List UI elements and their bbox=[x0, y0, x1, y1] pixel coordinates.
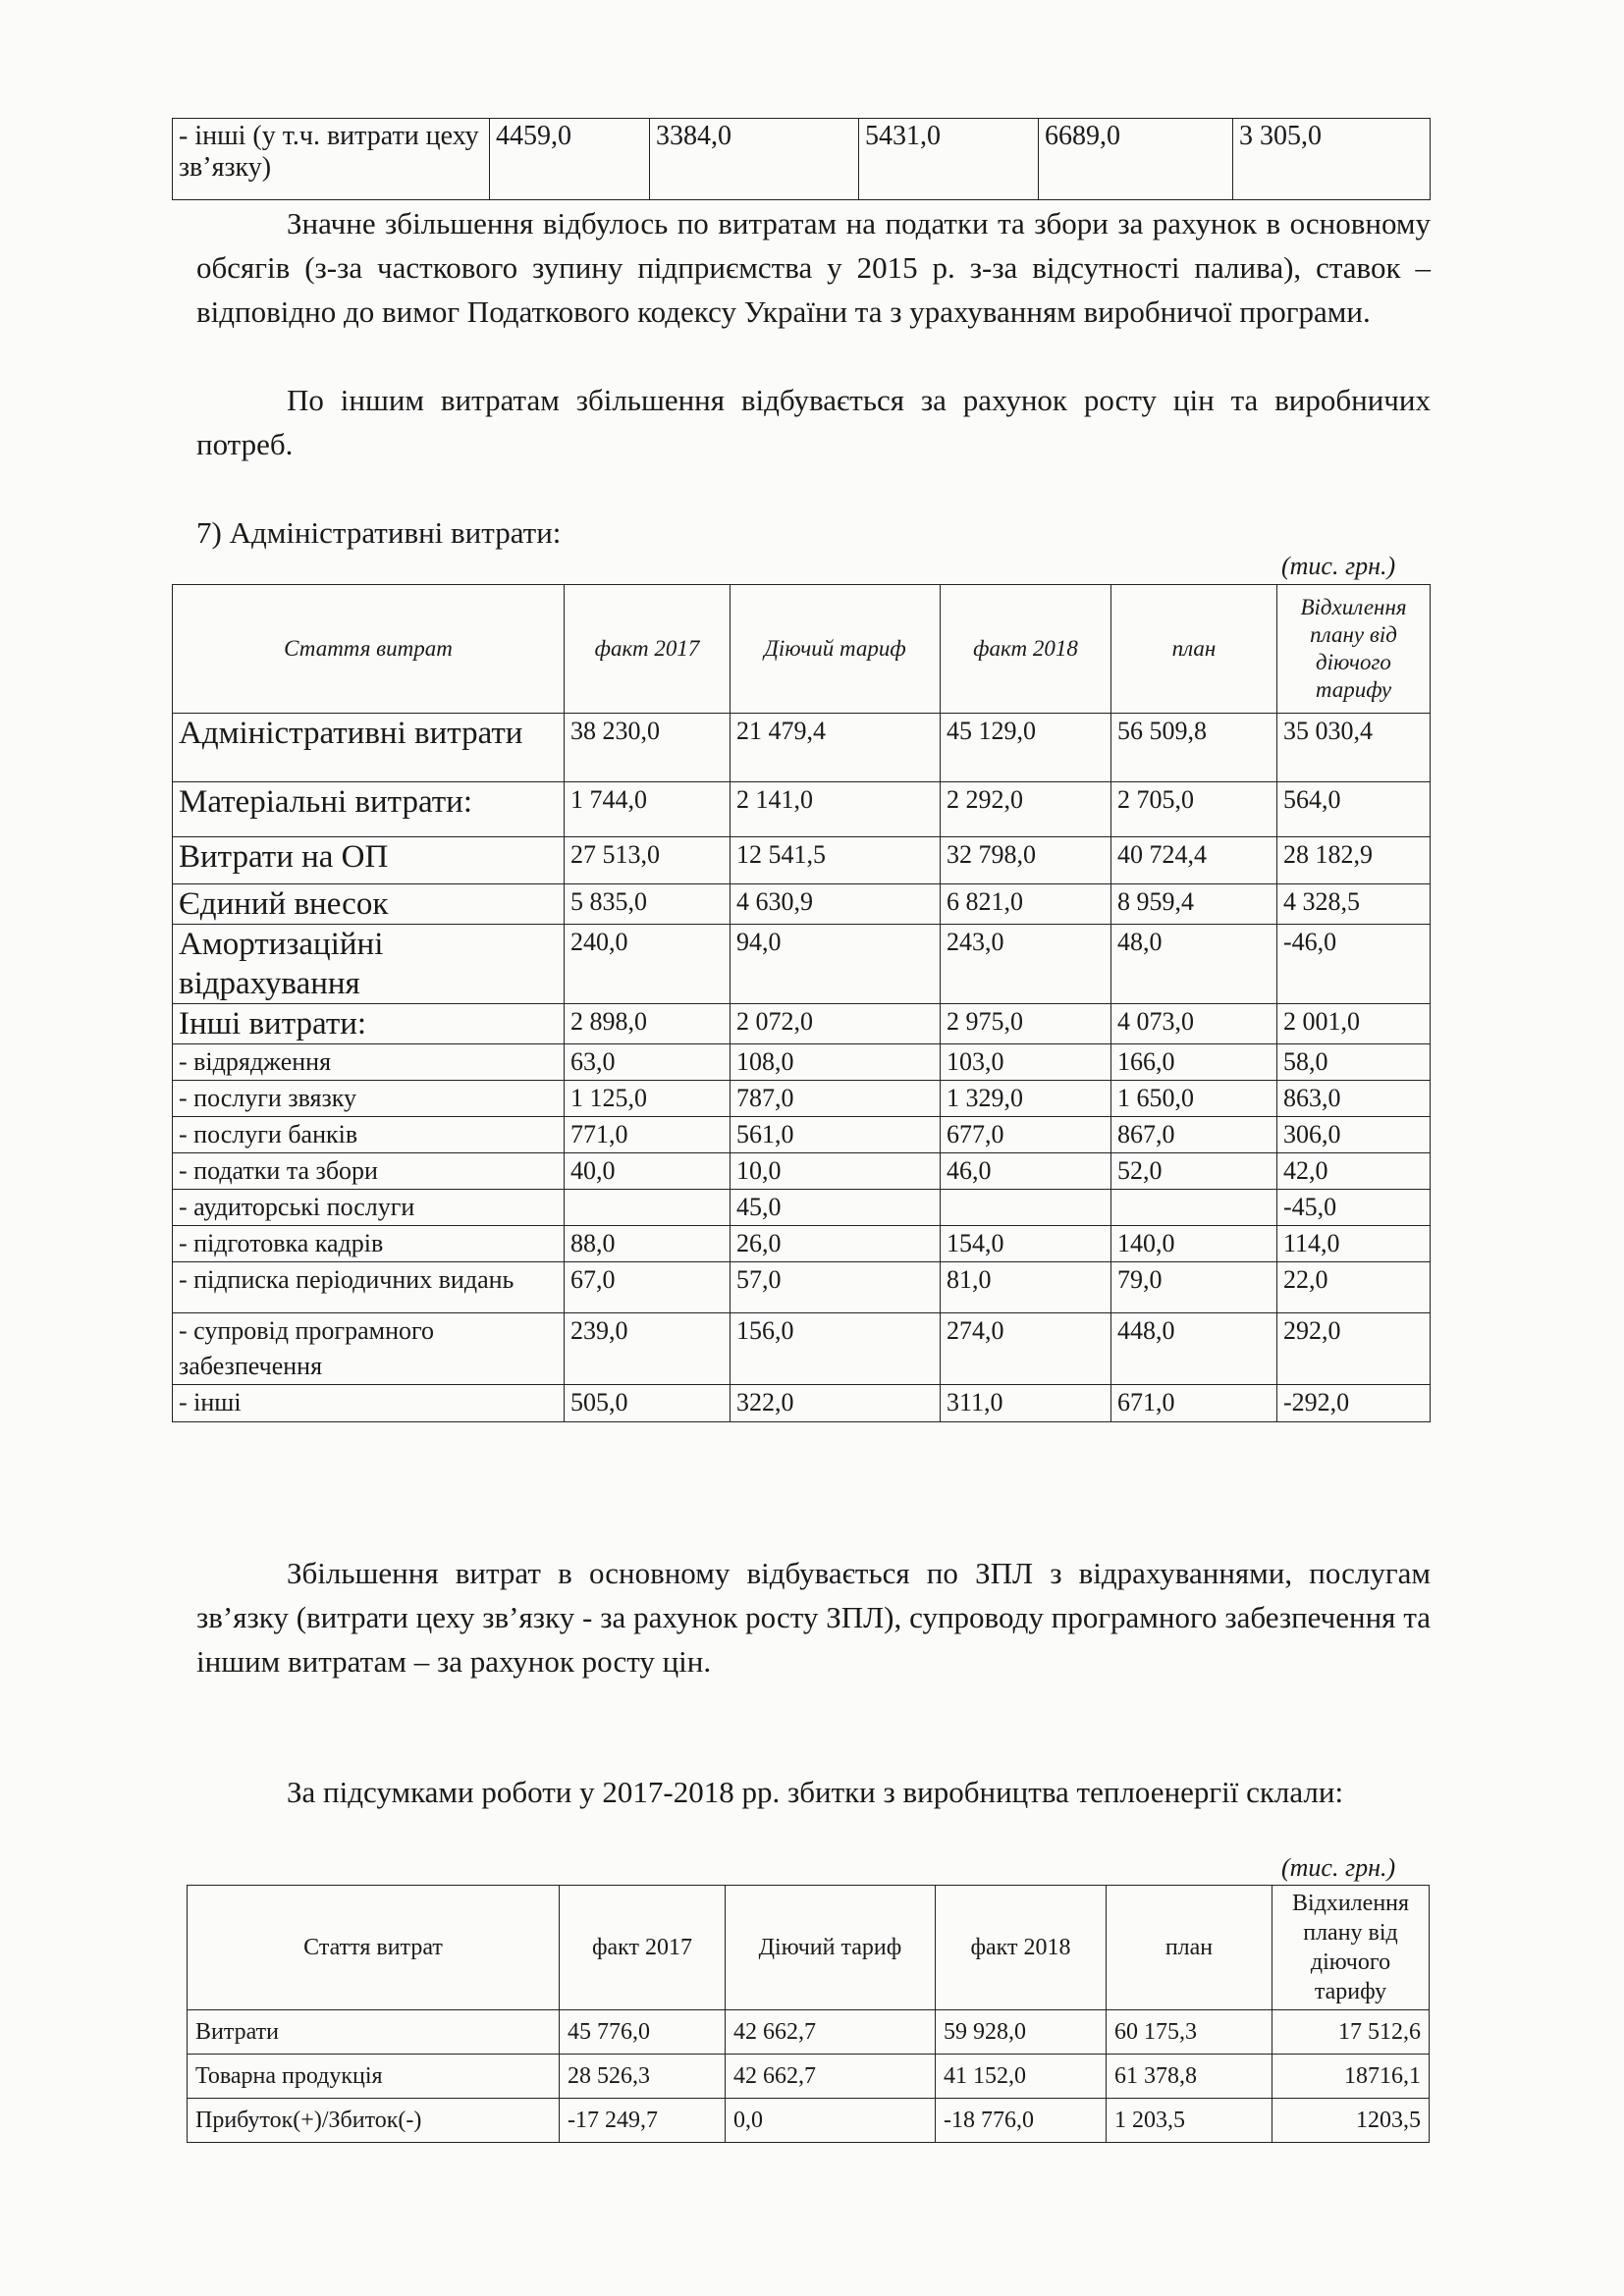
row-label: - послуги звязку bbox=[173, 1081, 565, 1117]
cell: 2 705,0 bbox=[1111, 782, 1277, 837]
cell bbox=[1111, 1190, 1277, 1226]
cell: 67,0 bbox=[565, 1262, 731, 1313]
cell: 240,0 bbox=[565, 925, 731, 1004]
cell: 6689,0 bbox=[1039, 119, 1233, 200]
cell: 114,0 bbox=[1277, 1226, 1431, 1262]
cell: 3384,0 bbox=[650, 119, 859, 200]
table-row bbox=[173, 884, 1431, 925]
cell: 10,0 bbox=[731, 1153, 941, 1190]
table-row bbox=[173, 1190, 1431, 1226]
header-cell: факт 2017 bbox=[560, 1886, 726, 2010]
table-row bbox=[173, 119, 1431, 200]
cell bbox=[941, 1190, 1111, 1226]
row-label: Товарна продукція bbox=[188, 2055, 560, 2099]
cell: 57,0 bbox=[731, 1262, 941, 1313]
header-cell: факт 2018 bbox=[941, 585, 1111, 714]
cell: 1 203,5 bbox=[1107, 2099, 1272, 2143]
cell: 671,0 bbox=[1111, 1385, 1277, 1422]
cell: 2 001,0 bbox=[1277, 1004, 1431, 1044]
cell: 4 073,0 bbox=[1111, 1004, 1277, 1044]
cell: 292,0 bbox=[1277, 1313, 1431, 1385]
cell: 1 650,0 bbox=[1111, 1081, 1277, 1117]
cell: 505,0 bbox=[565, 1385, 731, 1422]
cell: 1 329,0 bbox=[941, 1081, 1111, 1117]
cell: 3 305,0 bbox=[1233, 119, 1431, 200]
cell: 2 292,0 bbox=[941, 782, 1111, 837]
row-label: Інші витрати: bbox=[173, 1004, 565, 1044]
row-label: - підписка періодичних видань bbox=[173, 1262, 565, 1313]
table-row bbox=[173, 714, 1431, 782]
cell: 4 328,5 bbox=[1277, 884, 1431, 925]
cell: 2 898,0 bbox=[565, 1004, 731, 1044]
row-label: - супровід програмного забезпечення bbox=[173, 1313, 565, 1385]
header-cell: Діючий тариф bbox=[731, 585, 941, 714]
cell: 787,0 bbox=[731, 1081, 941, 1117]
cell: 8 959,4 bbox=[1111, 884, 1277, 925]
cell: 41 152,0 bbox=[936, 2055, 1107, 2099]
header-cell: факт 2017 bbox=[565, 585, 731, 714]
losses-summary-table bbox=[187, 1885, 1430, 2143]
header-cell: Відхилення плану від діючого тарифу bbox=[1277, 585, 1431, 714]
cell: 564,0 bbox=[1277, 782, 1431, 837]
table-row bbox=[173, 1153, 1431, 1190]
cell: 12 541,5 bbox=[731, 837, 941, 884]
cell: 94,0 bbox=[731, 925, 941, 1004]
cell: 40 724,4 bbox=[1111, 837, 1277, 884]
cell: -18 776,0 bbox=[936, 2099, 1107, 2143]
cell: -46,0 bbox=[1277, 925, 1431, 1004]
table-row bbox=[173, 925, 1431, 1004]
cell: 239,0 bbox=[565, 1313, 731, 1385]
cell: 2 141,0 bbox=[731, 782, 941, 837]
cell: 1203,5 bbox=[1272, 2099, 1430, 2143]
cell: 27 513,0 bbox=[565, 837, 731, 884]
row-label: Витрати на ОП bbox=[173, 837, 565, 884]
cell: 108,0 bbox=[731, 1044, 941, 1081]
cell: 5431,0 bbox=[859, 119, 1039, 200]
table-header-row bbox=[188, 1886, 1430, 2010]
cell: 42,0 bbox=[1277, 1153, 1431, 1190]
cell: 46,0 bbox=[941, 1153, 1111, 1190]
cell: -17 249,7 bbox=[560, 2099, 726, 2143]
cell: 6 821,0 bbox=[941, 884, 1111, 925]
section-title: 7) Адміністративні витрати: bbox=[196, 515, 562, 550]
cell: 63,0 bbox=[565, 1044, 731, 1081]
cell: 140,0 bbox=[1111, 1226, 1277, 1262]
cell: 306,0 bbox=[1277, 1117, 1431, 1153]
table-header-row bbox=[173, 585, 1431, 714]
row-label: Матеріальні витрати: bbox=[173, 782, 565, 837]
cell: 26,0 bbox=[731, 1226, 941, 1262]
cell: 58,0 bbox=[1277, 1044, 1431, 1081]
header-cell: Діючий тариф bbox=[726, 1886, 936, 2010]
row-label: Адміністративні витрати bbox=[173, 714, 565, 782]
cell: 32 798,0 bbox=[941, 837, 1111, 884]
table-row bbox=[173, 1081, 1431, 1117]
header-cell: Стаття витрат bbox=[188, 1886, 560, 2010]
row-label: - інші bbox=[173, 1385, 565, 1422]
cell: 81,0 bbox=[941, 1262, 1111, 1313]
paragraph-taxes: Значне збільшення відбулось по витратам на податки та збори за рахунок в основному обсягів (з-за часткового зупину підприємства у 2015 р. з-за відсутності палива), ставок – відповідно до вимог Податкового кодексу України та з урахуванням виробничої програми. bbox=[196, 206, 1431, 329]
header-cell: Стаття витрат bbox=[173, 585, 565, 714]
table-row bbox=[173, 1313, 1431, 1385]
row-label: Єдиний внесок bbox=[173, 884, 565, 925]
cell: 40,0 bbox=[565, 1153, 731, 1190]
cell: 448,0 bbox=[1111, 1313, 1277, 1385]
cell: 38 230,0 bbox=[565, 714, 731, 782]
cell: 2 975,0 bbox=[941, 1004, 1111, 1044]
row-label: - відрядження bbox=[173, 1044, 565, 1081]
unit-label-2: (тис. грн.) bbox=[1281, 1853, 1396, 1882]
cell: 56 509,8 bbox=[1111, 714, 1277, 782]
cell: 166,0 bbox=[1111, 1044, 1277, 1081]
cell: 88,0 bbox=[565, 1226, 731, 1262]
unit-label: (тис. грн.) bbox=[1281, 552, 1396, 580]
cell: 35 030,4 bbox=[1277, 714, 1431, 782]
paragraph-increase: Збільшення витрат в основному відбувається по ЗПЛ з відрахуваннями, послугам зв’язку (витрати цеху зв’язку - за рахунок росту ЗПЛ), супроводу програмного забезпечення та іншим витратам – за рахунок росту цін. bbox=[196, 1556, 1431, 1679]
table-row bbox=[173, 1004, 1431, 1044]
cell: 79,0 bbox=[1111, 1262, 1277, 1313]
cell: 28 526,3 bbox=[560, 2055, 726, 2099]
cell: 17 512,6 bbox=[1272, 2010, 1430, 2055]
cell: 61 378,8 bbox=[1107, 2055, 1272, 2099]
cell: 677,0 bbox=[941, 1117, 1111, 1153]
cell: 42 662,7 bbox=[726, 2010, 936, 2055]
cell: 311,0 bbox=[941, 1385, 1111, 1422]
cell: 4459,0 bbox=[490, 119, 650, 200]
row-label: - підготовка кадрів bbox=[173, 1226, 565, 1262]
admin-expenses-table bbox=[172, 584, 1431, 1422]
header-cell: план bbox=[1107, 1886, 1272, 2010]
cell: 42 662,7 bbox=[726, 2055, 936, 2099]
cell: 863,0 bbox=[1277, 1081, 1431, 1117]
table-row bbox=[188, 2055, 1430, 2099]
cell: 5 835,0 bbox=[565, 884, 731, 925]
cell: 274,0 bbox=[941, 1313, 1111, 1385]
cell: 561,0 bbox=[731, 1117, 941, 1153]
cell: 1 125,0 bbox=[565, 1081, 731, 1117]
cell: 48,0 bbox=[1111, 925, 1277, 1004]
table-row bbox=[173, 1117, 1431, 1153]
cell: -292,0 bbox=[1277, 1385, 1431, 1422]
table-row bbox=[173, 1226, 1431, 1262]
cell: 156,0 bbox=[731, 1313, 941, 1385]
paragraph-losses: За підсумками роботи у 2017-2018 рр. збитки з виробництва теплоенергії склали: bbox=[287, 1775, 1344, 1809]
cell: 322,0 bbox=[731, 1385, 941, 1422]
table-row bbox=[173, 1044, 1431, 1081]
row-label: Витрати bbox=[188, 2010, 560, 2055]
cell: -45,0 bbox=[1277, 1190, 1431, 1226]
cell: 4 630,9 bbox=[731, 884, 941, 925]
table-row bbox=[188, 2099, 1430, 2143]
row-label: Амортизаційні відрахування bbox=[173, 925, 565, 1004]
row-label: - послуги банків bbox=[173, 1117, 565, 1153]
table-row bbox=[173, 837, 1431, 884]
paragraph-other: По іншим витратам збільшення відбувається за рахунок росту цін та виробничих потреб. bbox=[196, 383, 1431, 461]
row-label: - інші (у т.ч. витрати цеху зв’язку) bbox=[173, 119, 490, 200]
header-cell: факт 2018 bbox=[936, 1886, 1107, 2010]
header-cell: Відхилення плану від діючого тарифу bbox=[1272, 1886, 1430, 2010]
cell: 18716,1 bbox=[1272, 2055, 1430, 2099]
cell: 771,0 bbox=[565, 1117, 731, 1153]
cell: 45 776,0 bbox=[560, 2010, 726, 2055]
cell: 60 175,3 bbox=[1107, 2010, 1272, 2055]
cell: 28 182,9 bbox=[1277, 837, 1431, 884]
cell: 21 479,4 bbox=[731, 714, 941, 782]
cell: 867,0 bbox=[1111, 1117, 1277, 1153]
cell: 22,0 bbox=[1277, 1262, 1431, 1313]
table-row bbox=[173, 1262, 1431, 1313]
cell: 103,0 bbox=[941, 1044, 1111, 1081]
cell: 154,0 bbox=[941, 1226, 1111, 1262]
cell: 59 928,0 bbox=[936, 2010, 1107, 2055]
row-label: Прибуток(+)/Збиток(-) bbox=[188, 2099, 560, 2143]
row-label: - податки та збори bbox=[173, 1153, 565, 1190]
cell: 52,0 bbox=[1111, 1153, 1277, 1190]
cell: 2 072,0 bbox=[731, 1004, 941, 1044]
top-table-fragment bbox=[172, 118, 1431, 200]
row-label: - аудиторські послуги bbox=[173, 1190, 565, 1226]
cell: 1 744,0 bbox=[565, 782, 731, 837]
header-cell: план bbox=[1111, 585, 1277, 714]
table-row bbox=[173, 1385, 1431, 1422]
cell bbox=[565, 1190, 731, 1226]
table-row bbox=[188, 2010, 1430, 2055]
cell: 243,0 bbox=[941, 925, 1111, 1004]
cell: 45 129,0 bbox=[941, 714, 1111, 782]
cell: 0,0 bbox=[726, 2099, 936, 2143]
cell: 45,0 bbox=[731, 1190, 941, 1226]
table-row bbox=[173, 782, 1431, 837]
